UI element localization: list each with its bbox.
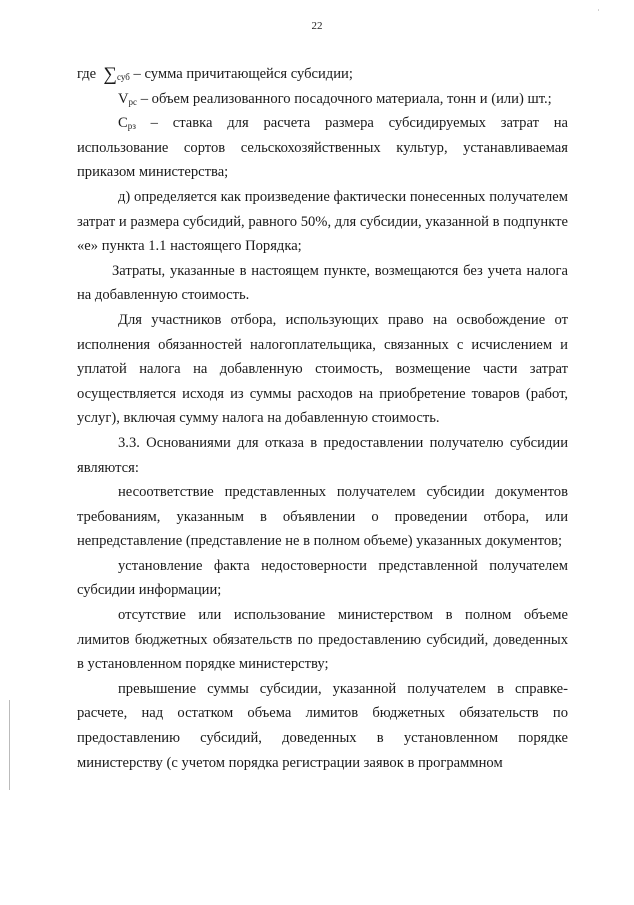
paragraph-mismatch: несоответствие представленных получателем субсидии документов требованиям, указанным в объявлении о проведении отбора, или непредставление (представление не в полном объеме) указанных документов; — [77, 484, 568, 550]
sigma-symbol: ∑ — [103, 64, 118, 85]
scan-artifact: ˙ — [597, 8, 600, 18]
paragraph-participants: Для участников отбора, использующих право на освобождение от исполнения обязанностей налогоплательщика, связанных с исчислением и уплатой налога на добавленную стоимость, возмещение части затрат осуществляется исходя из суммы расходов на приобретение товаров (работ, услуг), включая сумму налога на добавленную стоимость. — [77, 311, 568, 427]
formula-definition-volume: $V_{рс}$ – объем реализованного посадочного материала, тонн и (или) шт.; — [118, 90, 552, 107]
paragraph-d: д) определяется как произведение фактически понесенных получателем затрат и размера субсидий, равного 50%, для субсидии, указанной в подпункте «е» пункта 1.1 настоящего Порядка; — [77, 188, 568, 255]
page-number: 22 — [311, 20, 323, 32]
paragraph-absence: отсутствие или использование министерством в полном объеме лимитов бюджетных обязательств по предоставлению субсидий, доведенных в установленном порядке министерству; — [77, 607, 568, 673]
paragraph-grounds: 3.3. Основаниями для отказа в предоставлении получателю субсидии являются: — [77, 434, 568, 476]
paragraph-unreliable: установление факта недостоверности представленной получателем субсидии информации; — [77, 557, 568, 599]
paragraph-costs: Затраты, указанные в настоящем пункте, возмещаются без учета налога на добавленную стоимость. — [77, 262, 568, 304]
formula-definition-sum: где $\sum_{суб}$ – сумма причитающейся субсидии; — [77, 64, 353, 85]
scan-edge-mark — [9, 700, 10, 790]
formula-definition-rate: $С_{рз}$ – ставка для расчета размера субсидируемых затрат на использование сортов сельскохозяйственных культур, устанавливаемая приказом министерства; — [77, 115, 568, 181]
paragraph-excess: превышение суммы субсидии, указанной получателем в справке-расчете, над остатком объема лимитов бюджетных обязательств по предоставлению субсидий, доведенных в установленном порядке министерству (с учетом порядка регистрации заявок в программном — [77, 680, 568, 771]
document-body — [77, 62, 568, 775]
